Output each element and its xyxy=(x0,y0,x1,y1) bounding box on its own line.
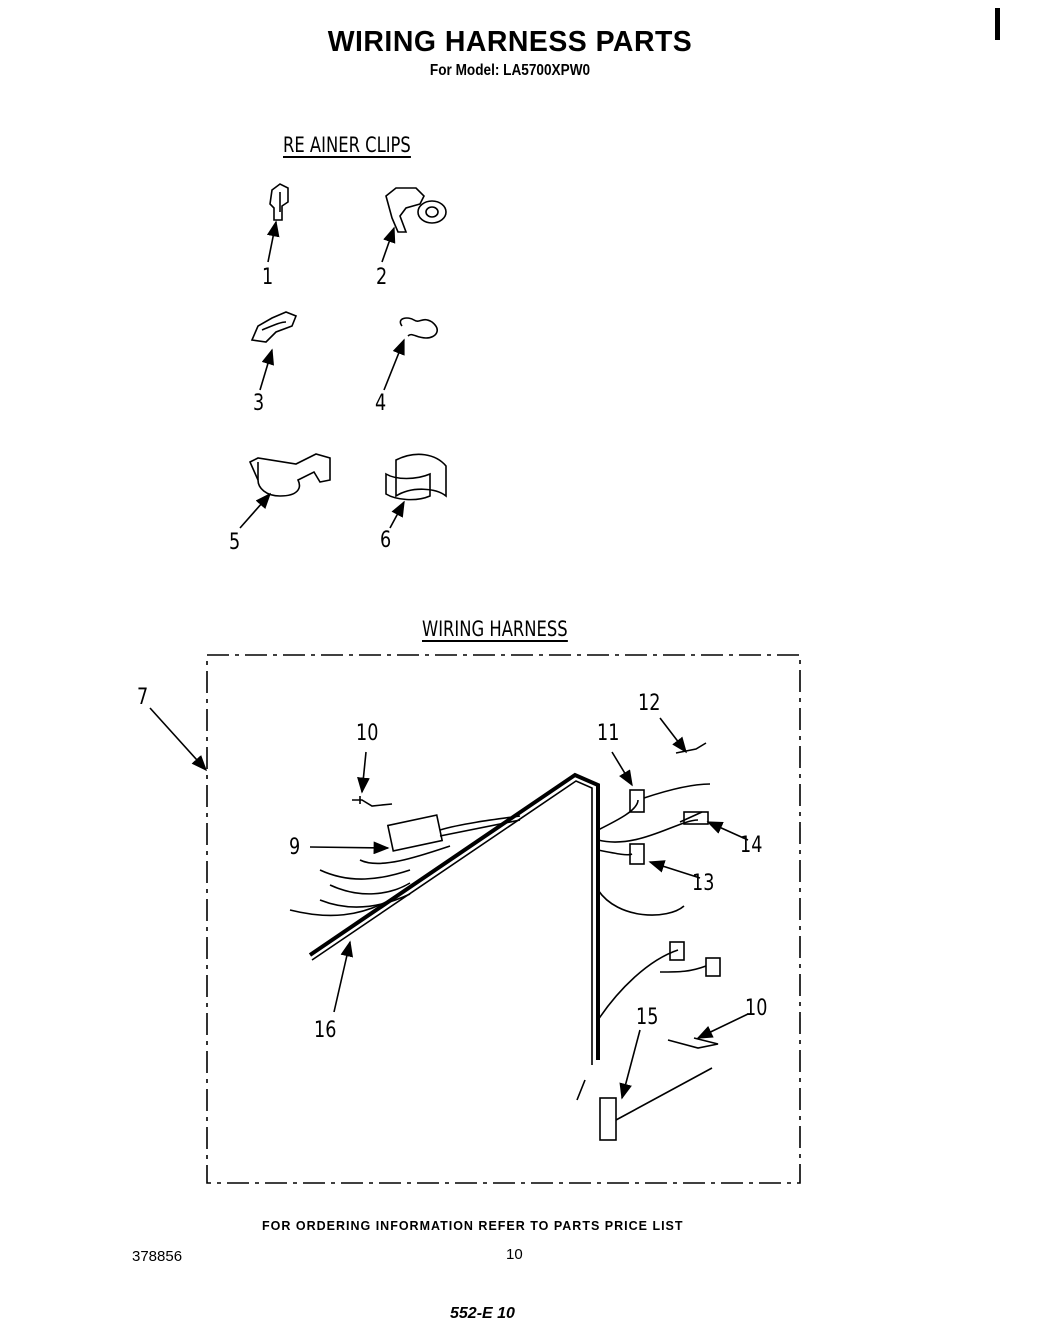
arrow-2 xyxy=(382,228,394,262)
model-subtitle: For Model: LA5700XPW0 xyxy=(429,62,591,79)
callout-14: 14 xyxy=(740,833,763,858)
callout-10-bottom: 10 xyxy=(745,996,768,1021)
arrow-12 xyxy=(660,718,686,752)
callout-5: 5 xyxy=(229,530,241,555)
callout-11: 11 xyxy=(597,721,620,746)
wiring-harness-heading: WIRING HARNESS xyxy=(422,617,568,641)
arrow-1 xyxy=(268,222,276,262)
arrow-7 xyxy=(150,708,206,770)
ordering-note: FOR ORDERING INFORMATION REFER TO PARTS PRICE LIST xyxy=(262,1219,684,1233)
callout-4: 4 xyxy=(375,391,387,416)
handwritten-note: 552-E 10 xyxy=(450,1305,515,1322)
clip-3-drawing xyxy=(252,312,296,342)
clip-4-drawing xyxy=(400,318,437,338)
callout-15: 15 xyxy=(636,1005,659,1030)
harness-kit-boundary xyxy=(207,655,800,1183)
page-number: 10 xyxy=(506,1246,523,1263)
arrow-5 xyxy=(240,494,270,528)
callout-13: 13 xyxy=(692,871,715,896)
arrow-10b xyxy=(698,1014,748,1038)
arrow-16 xyxy=(334,942,350,1012)
clip-5-drawing xyxy=(250,454,330,496)
arrow-3 xyxy=(260,350,272,390)
callout-10-top: 10 xyxy=(356,721,379,746)
arrow-4 xyxy=(384,340,404,390)
arrow-10a xyxy=(362,752,366,792)
callout-9: 9 xyxy=(289,835,301,860)
callout-16: 16 xyxy=(314,1018,337,1043)
callout-7: 7 xyxy=(137,685,149,710)
harness-drawing xyxy=(290,743,720,1140)
arrow-15 xyxy=(622,1030,640,1098)
callout-1: 1 xyxy=(262,265,274,290)
document-number: 378856 xyxy=(132,1248,183,1265)
arrow-9 xyxy=(310,847,388,848)
callout-3: 3 xyxy=(253,391,265,416)
arrow-11 xyxy=(612,752,632,785)
clip-1-drawing xyxy=(270,184,288,220)
retainer-clips-heading: RE AINER CLIPS xyxy=(283,133,411,157)
callout-6: 6 xyxy=(380,528,392,553)
callout-2: 2 xyxy=(376,265,388,290)
arrow-6 xyxy=(390,502,404,528)
clip-2-drawing xyxy=(386,188,446,232)
page-title: WIRING HARNESS PARTS xyxy=(327,26,693,58)
clip-6-drawing xyxy=(386,454,446,499)
callout-12: 12 xyxy=(638,691,661,716)
